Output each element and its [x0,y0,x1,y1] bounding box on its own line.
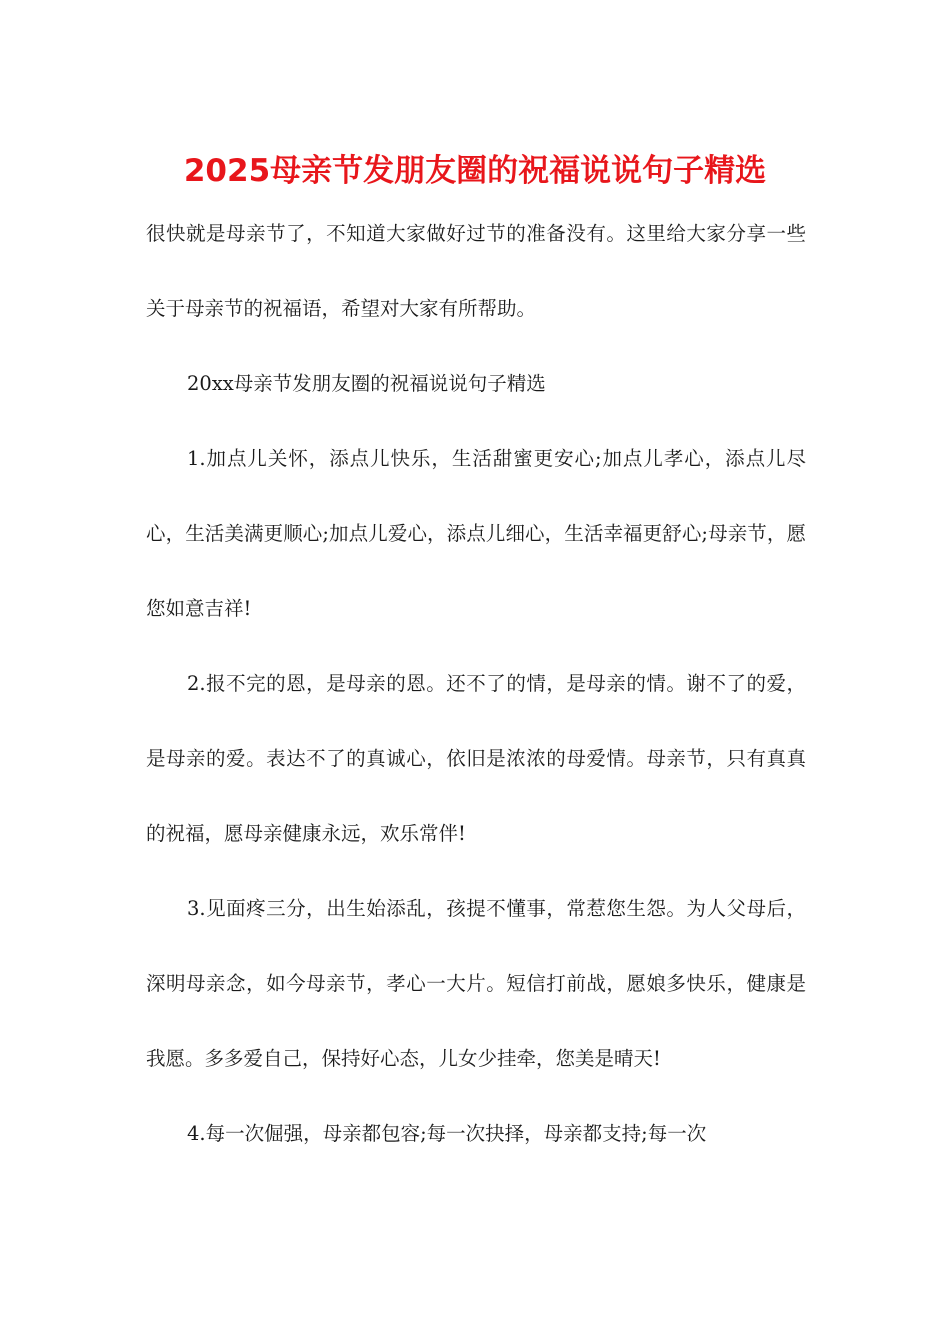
section-heading: 20xx母亲节发朋友圈的祝福说说句子精选 [187,372,546,395]
intro-paragraph: 很快就是母亲节了，不知道大家做好过节的准备没有。这里给大家分享一些关于母亲节的祝福语，希望对大家有所帮助。 [146,222,806,320]
blessing-item-1: 1.加点儿关怀，添点儿快乐，生活甜蜜更安心;加点儿孝心，添点儿尽心，生活美满更顺心;加点儿爱心，添点儿细心，生活幸福更舒心;母亲节，愿您如意吉祥! [146,447,806,620]
blessing-item-3: 3.见面疼三分，出生始添乱，孩提不懂事，常惹您生怨。为人父母后，深明母亲念，如今母亲节，孝心一大片。短信打前战，愿娘多快乐，健康是我愿。多多爱自己，保持好心态，儿女少挂牵，您美是晴天! [146,897,806,1070]
document-title: 2025母亲节发朋友圈的祝福说说句子精选 [183,153,767,189]
blessing-item-4: 4.每一次倔强，母亲都包容;每一次抉择，母亲都支持;每一次 [187,1122,707,1145]
document-body [146,196,806,1171]
blessing-item-2: 2.报不完的恩，是母亲的恩。还不了的情，是母亲的情。谢不了的爱，是母亲的爱。表达不了的真诚心，依旧是浓浓的母爱情。母亲节，只有真真的祝福，愿母亲健康永远，欢乐常伴! [146,672,806,845]
